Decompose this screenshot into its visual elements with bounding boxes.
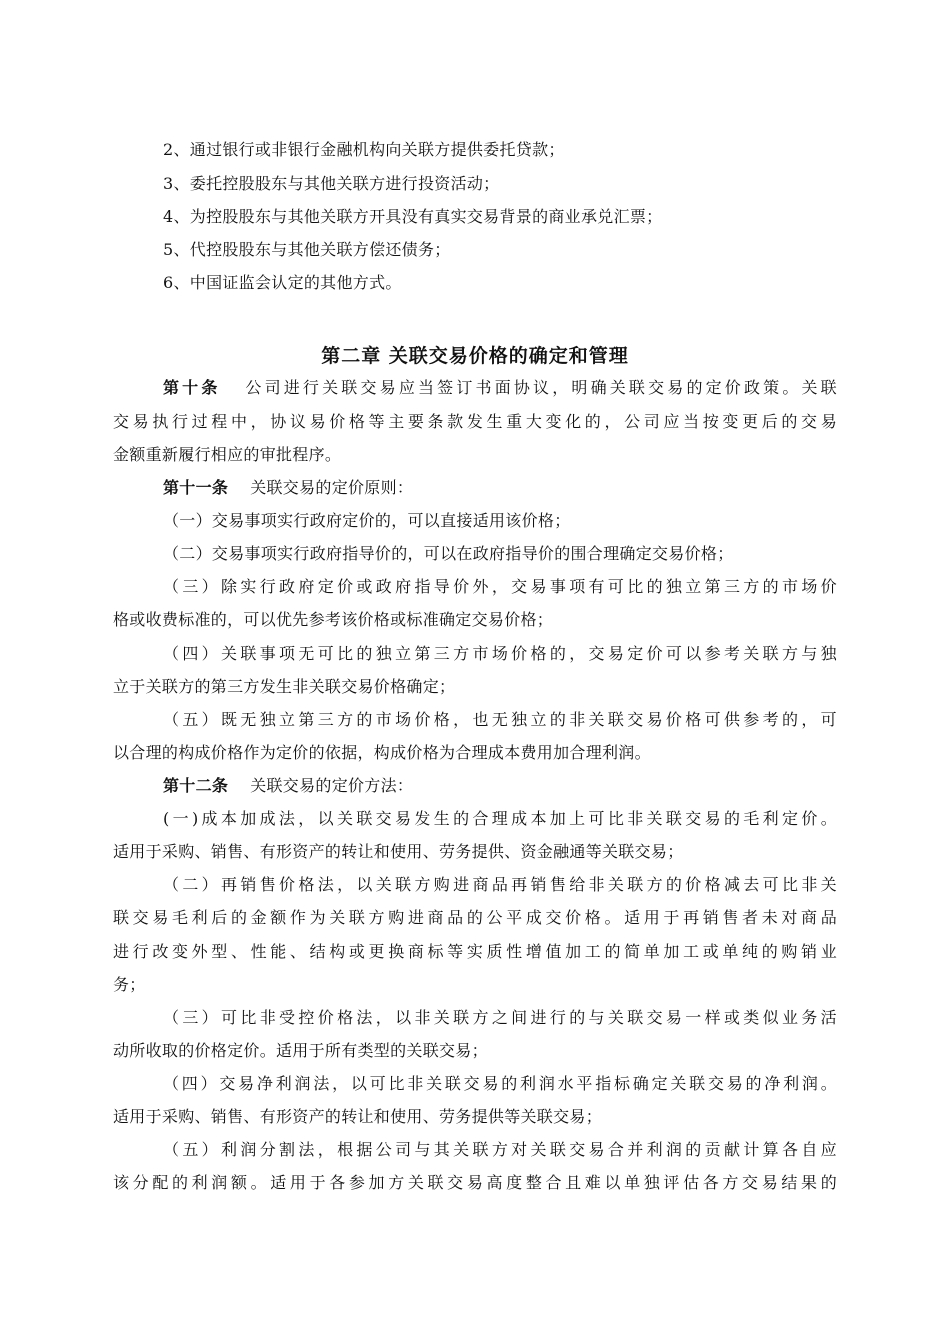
article-11-item-4-line-2: 立于关联方的第三方发生非关联交易价格确定； [113,677,456,696]
article-10-line-2: 交易执行过程中，协议易价格等主要条款发生重大变化的，公司应当按变更后的交易 [113,412,837,431]
list-item-4: 4、为控股股东与其他关联方开具没有真实交易背景的商业承兑汇票； [163,207,663,226]
article-11-item-3-line-2: 格或收费标准的，可以优先参考该价格或标准确定交易价格； [113,610,554,629]
article-12-method-5-line-2: 该分配的利润额。适用于各参加方关联交易高度整合且难以单独评估各方交易结果的 [113,1173,837,1192]
article-11-line-1 [163,478,413,498]
article-11-intro: 关联交易的定价原则： [250,478,414,497]
article-10-label: 第十条 [163,378,221,397]
article-12-method-3-line-2: 动所收取的价格定价。适用于所有类型的关联交易； [113,1041,488,1060]
article-10-line-3: 金额重新履行相应的审批程序。 [113,445,342,464]
article-12-method-4-line-2: 适用于采购、销售、有形资产的转让和使用、劳务提供等关联交易； [113,1107,603,1126]
article-12-method-2-line-4: 务； [113,975,146,994]
article-12-method-1-line-1: (一)成本加成法，以关联交易发生的合理成本加上可比非关联交易的毛利定价。 [163,809,837,828]
article-12-method-2-line-1: （二）再销售价格法，以关联方购进商品再销售给非关联方的价格减去可比非关 [163,875,837,894]
article-12-method-2-line-2: 联交易毛利后的金额作为关联方购进商品的公平成交价格。适用于再销售者未对商品 [113,908,837,927]
article-12-label: 第十二条 [163,776,229,795]
chapter-title: 第二章 关联交易价格的确定和管理 [321,345,629,367]
article-11-item-3-line-1: （三）除实行政府定价或政府指导价外，交易事项有可比的独立第三方的市场价 [163,577,837,596]
article-11-item-2: （二）交易事项实行政府指导价的，可以在政府指导价的围合理确定交易价格； [163,544,734,563]
article-10-text-1: 公司进行关联交易应当签订书面协议，明确关联交易的定价政策。关联 [242,378,837,397]
article-12-method-1-line-2: 适用于采购、销售、有形资产的转让和使用、劳务提供、资金融通等关联交易； [113,842,684,861]
article-12-method-3-line-1: （三）可比非受控价格法，以非关联方之间进行的与关联交易一样或类似业务活 [163,1008,837,1027]
article-11-item-4-line-1: （四）关联事项无可比的独立第三方市场价格的，交易定价可以参考关联方与独 [163,644,837,663]
article-11-item-5-line-1: （五）既无独立第三方的市场价格，也无独立的非关联交易价格可供参考的，可 [163,710,837,729]
article-12-line-1 [163,776,413,796]
list-item-3: 3、委托控股股东与其他关联方进行投资活动； [163,174,500,193]
list-item-5: 5、代控股股东与其他关联方偿还债务； [163,240,451,259]
article-11-item-5-line-2: 以合理的构成价格作为定价的依据，构成价格为合理成本费用加合理利润。 [113,743,651,762]
article-11-item-1: （一）交易事项实行政府定价的，可以直接适用该价格； [163,511,571,530]
list-item-6: 6、中国证监会认定的其他方式。 [163,273,402,292]
article-12-intro: 关联交易的定价方法： [250,776,414,795]
article-11-label: 第十一条 [163,478,229,497]
article-10-line-1 [163,378,837,398]
article-12-method-2-line-3: 进行改变外型、性能、结构或更换商标等实质性增值加工的简单加工或单纯的购销业 [113,942,837,961]
article-12-method-4-line-1: （四）交易净利润法，以可比非关联交易的利润水平指标确定关联交易的净利润。 [163,1074,837,1093]
list-item-2: 2、通过银行或非银行金融机构向关联方提供委托贷款； [163,140,565,159]
article-12-method-5-line-1: （五）利润分割法，根据公司与其关联方对关联交易合并利润的贡献计算各自应 [163,1140,837,1159]
